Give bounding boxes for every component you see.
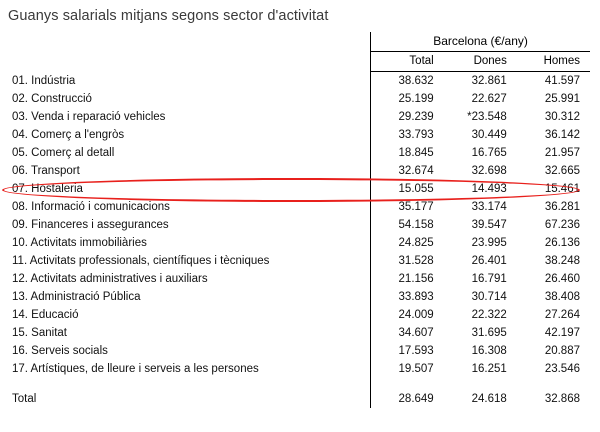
row-homes: 36.281 bbox=[544, 201, 580, 213]
row-homes: 42.197 bbox=[544, 327, 580, 339]
row-dones: 33.174 bbox=[471, 201, 507, 213]
row-label: 05. Comerç al detall bbox=[12, 147, 115, 159]
row-label: 02. Construcció bbox=[12, 93, 92, 105]
table-row bbox=[6, 342, 590, 360]
table-row bbox=[6, 144, 590, 162]
row-homes: 38.408 bbox=[544, 291, 580, 303]
row-total: 17.593 bbox=[371, 342, 444, 360]
group-header-barcelona: Barcelona (€/any) bbox=[371, 32, 590, 52]
total-row-homes: 32.868 bbox=[544, 393, 580, 405]
row-total: 32.674 bbox=[371, 162, 444, 180]
table-group-header-row bbox=[6, 32, 590, 52]
table-row bbox=[6, 324, 590, 342]
row-dones: 22.322 bbox=[471, 309, 507, 321]
row-homes: 41.597 bbox=[544, 75, 580, 87]
row-total: 34.607 bbox=[371, 324, 444, 342]
table-row bbox=[6, 126, 590, 144]
table-row bbox=[6, 270, 590, 288]
table-row bbox=[6, 216, 590, 234]
row-label: 12. Activitats administratives i auxiliars bbox=[12, 273, 208, 285]
row-total: 29.239 bbox=[371, 108, 444, 126]
row-dones: 23.995 bbox=[471, 237, 507, 249]
row-dones: 30.714 bbox=[471, 291, 507, 303]
row-label: 11. Activitats professionals, científiques i tècniques bbox=[12, 255, 270, 267]
table-head bbox=[6, 32, 590, 72]
row-total: 19.507 bbox=[371, 360, 444, 378]
row-label: 17. Artístiques, de lleure i serveis a les persones bbox=[12, 363, 259, 375]
row-label: 07. Hostaleria bbox=[12, 183, 83, 195]
table-total-row bbox=[6, 391, 590, 408]
row-label: 08. Informació i comunicacions bbox=[12, 201, 170, 213]
row-dones: 32.698 bbox=[471, 165, 507, 177]
table-row bbox=[6, 288, 590, 306]
table-row bbox=[6, 234, 590, 252]
row-label: 16. Serveis socials bbox=[12, 345, 108, 357]
row-homes: 21.957 bbox=[544, 147, 580, 159]
row-homes: 23.546 bbox=[544, 363, 580, 375]
total-row-dones: 24.618 bbox=[471, 393, 507, 405]
total-row-total: 28.649 bbox=[371, 391, 444, 408]
row-homes: 32.665 bbox=[544, 165, 580, 177]
row-dones: 16.251 bbox=[471, 363, 507, 375]
row-dones: 30.449 bbox=[471, 129, 507, 141]
row-total: 54.158 bbox=[371, 216, 444, 234]
row-total: 35.177 bbox=[371, 198, 444, 216]
table-column-header-row bbox=[6, 52, 590, 72]
table-body bbox=[6, 72, 590, 409]
row-dones: *23.548 bbox=[467, 111, 507, 123]
spacer-cell bbox=[517, 378, 590, 391]
row-dones: 39.547 bbox=[471, 219, 507, 231]
header-spacer-2 bbox=[6, 52, 371, 72]
row-total: 25.199 bbox=[371, 90, 444, 108]
table-row bbox=[6, 108, 590, 126]
row-homes: 67.236 bbox=[544, 219, 580, 231]
row-dones: 16.308 bbox=[471, 345, 507, 357]
table-row bbox=[6, 306, 590, 324]
row-label: 01. Indústria bbox=[12, 75, 76, 87]
row-dones: 32.861 bbox=[471, 75, 507, 87]
row-label: 09. Financeres i assegurances bbox=[12, 219, 169, 231]
row-label: 04. Comerç a l'engròs bbox=[12, 129, 125, 141]
row-homes: 27.264 bbox=[544, 309, 580, 321]
row-total: 38.632 bbox=[371, 72, 444, 91]
row-total: 24.009 bbox=[371, 306, 444, 324]
row-label: 10. Activitats immobiliàries bbox=[12, 237, 147, 249]
table-row bbox=[6, 162, 590, 180]
row-homes: 25.991 bbox=[544, 93, 580, 105]
row-homes: 20.887 bbox=[544, 345, 580, 357]
page-title: Guanys salarials mitjans segons sector d'activitat bbox=[8, 8, 329, 24]
row-total: 24.825 bbox=[371, 234, 444, 252]
column-header-total: Total bbox=[371, 52, 444, 72]
row-label: 15. Sanitat bbox=[12, 327, 67, 339]
spacer-cell bbox=[444, 378, 517, 391]
total-row-label: Total bbox=[12, 393, 37, 405]
spacer-cell bbox=[6, 378, 371, 391]
table-row bbox=[6, 90, 590, 108]
row-label: 03. Venda i reparació vehicles bbox=[12, 111, 166, 123]
table-row bbox=[6, 198, 590, 216]
row-homes: 30.312 bbox=[544, 111, 580, 123]
row-dones: 16.765 bbox=[471, 147, 507, 159]
row-total: 15.055 bbox=[371, 180, 444, 198]
table-row bbox=[6, 252, 590, 270]
row-label: 14. Educació bbox=[12, 309, 79, 321]
row-total: 33.793 bbox=[371, 126, 444, 144]
row-homes: 36.142 bbox=[544, 129, 580, 141]
row-homes: 15.461 bbox=[544, 183, 580, 195]
row-homes: 26.136 bbox=[544, 237, 580, 249]
header-spacer bbox=[6, 32, 371, 52]
row-total: 31.528 bbox=[371, 252, 444, 270]
table-row bbox=[6, 360, 590, 378]
row-label: 06. Transport bbox=[12, 165, 80, 177]
row-dones: 26.401 bbox=[471, 255, 507, 267]
row-homes: 38.248 bbox=[544, 255, 580, 267]
row-dones: 14.493 bbox=[471, 183, 507, 195]
table-row bbox=[6, 72, 590, 91]
row-dones: 16.791 bbox=[471, 273, 507, 285]
wage-table bbox=[6, 32, 590, 408]
row-dones: 22.627 bbox=[471, 93, 507, 105]
row-homes: 26.460 bbox=[544, 273, 580, 285]
column-header-homes: Homes bbox=[517, 52, 590, 72]
spacer-cell bbox=[371, 378, 444, 391]
row-dones: 31.695 bbox=[471, 327, 507, 339]
row-total: 21.156 bbox=[371, 270, 444, 288]
column-header-dones: Dones bbox=[444, 52, 517, 72]
row-total: 33.893 bbox=[371, 288, 444, 306]
row-label: 13. Administració Pública bbox=[12, 291, 141, 303]
row-total: 18.845 bbox=[371, 144, 444, 162]
table-spacer-row bbox=[6, 378, 590, 391]
table-row-highlighted bbox=[6, 180, 590, 198]
